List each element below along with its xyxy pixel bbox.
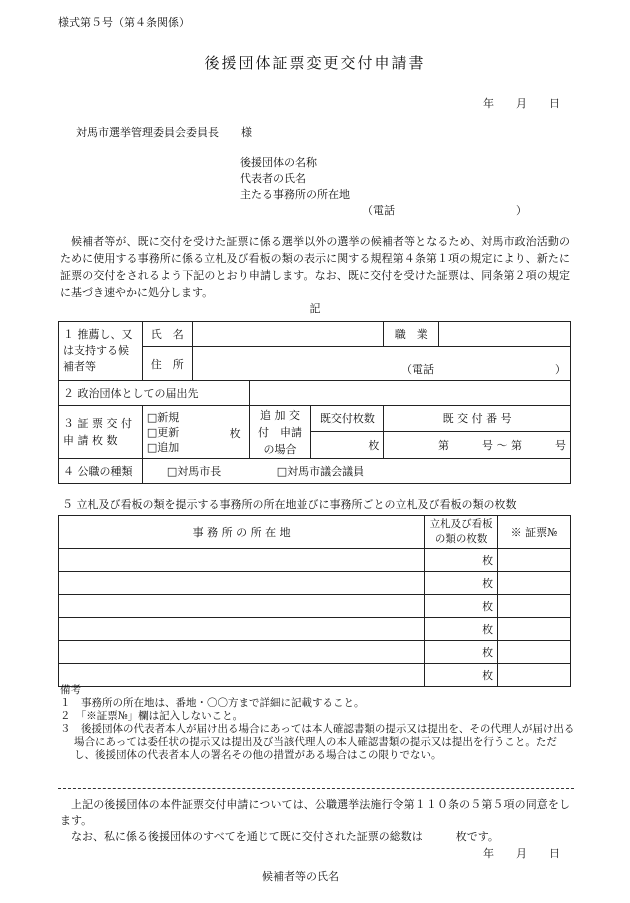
office-type-label: ４ 公職の種類: [59, 459, 143, 484]
page-title: 後援団体証票変更交付申請書: [204, 54, 426, 72]
office-address-cell[interactable]: [59, 572, 425, 595]
address-phone: （電話 ）: [401, 363, 566, 377]
col-sign-count: 立札及び看板の類の枚数: [425, 516, 498, 549]
candidate-section-label: １ 推薦し、又は支持する候補者等: [59, 322, 143, 381]
sign-count-cell[interactable]: 枚: [425, 618, 498, 641]
cert-number-cell: [498, 572, 571, 595]
col-office-address: 事 務 所 の 所 在 地: [59, 516, 425, 549]
table-row: [59, 572, 571, 595]
issue-type-cell: [142, 406, 249, 459]
address-field[interactable]: [192, 346, 570, 381]
notes-section: [60, 684, 575, 762]
note-item: ３ 後援団体の代表者本人が届け出る場合にあっては本人確認書類の提示又は提出を、その代理人が届け出る場合にあっては委任状の提示又は提出及び当該代理人の本人確認書類の提示又は提出を行うこと。ただし、後援団体の代表者本人の署名その他の措置がある場合はこの限りでない。: [60, 723, 575, 761]
table-row: [59, 595, 571, 618]
issued-number-field[interactable]: 第 号 ～ 第 号: [384, 431, 571, 459]
ki-mark: 記: [309, 302, 321, 315]
table-row: [59, 618, 571, 641]
option-assembly[interactable]: □対馬市議会議員: [276, 465, 365, 479]
additional-issue-label: 追 加 交 付 申請の場合: [249, 406, 311, 459]
application-table: [58, 321, 571, 484]
col-cert-number: ※ 証票№: [498, 516, 571, 549]
option-add[interactable]: □追加: [146, 440, 180, 454]
sign-count-cell[interactable]: 枚: [425, 595, 498, 618]
occupation-label: 職 業: [384, 322, 439, 347]
office-table: [58, 515, 571, 687]
political-group-label: ２ 政治団体としての届出先: [59, 381, 250, 406]
representative-label: 代表者の氏名: [240, 172, 306, 185]
cert-number-cell: [498, 549, 571, 572]
office-address-label: 主たる事務所の所在地: [240, 188, 350, 201]
office-address-cell[interactable]: [59, 595, 425, 618]
note-item: １ 事務所の所在地は、番地・〇〇方まで詳細に記載すること。: [60, 697, 365, 709]
name-label: 氏 名: [142, 322, 192, 347]
address-label: 住 所: [142, 346, 192, 381]
office-type-options: [142, 459, 570, 484]
issued-count-field[interactable]: 枚: [311, 431, 384, 459]
sign-count-cell[interactable]: 枚: [425, 572, 498, 595]
addressee: 対馬市選挙管理委員会委員長 様: [76, 126, 252, 139]
cert-number-cell: [498, 618, 571, 641]
sign-count-cell[interactable]: 枚: [425, 549, 498, 572]
consent-text: 上記の後援団体の本件証票交付申請については、公職選挙法施行令第１１０条の５第５項の同意をします。: [60, 798, 570, 827]
consent-date: 年 月 日: [483, 847, 560, 860]
sign-count-cell[interactable]: 枚: [425, 641, 498, 664]
political-group-field[interactable]: [249, 381, 570, 406]
office-address-cell[interactable]: [59, 549, 425, 572]
cert-number-cell: [498, 641, 571, 664]
option-renew[interactable]: □更新: [146, 425, 180, 439]
candidate-name-label: 候補者等の氏名: [262, 870, 339, 883]
consent-total: なお、私に係る後援団体のすべてを通じて既に交付された証票の総数は 枚です。: [71, 830, 499, 843]
option-new[interactable]: □新規: [146, 410, 180, 424]
cert-number-cell: [498, 595, 571, 618]
issued-number-label: 既 交 付 番 号: [384, 406, 571, 432]
section5-title: ５ 立札及び看板の類を提示する事務所の所在地並びに事務所ごとの立札及び看板の類の枚数: [62, 498, 517, 511]
sign-count-cell[interactable]: 枚: [425, 664, 498, 687]
issue-count-unit: 枚: [229, 427, 241, 441]
office-address-cell[interactable]: [59, 618, 425, 641]
option-mayor[interactable]: □対馬市長: [166, 465, 222, 479]
date-line: 年 月 日: [483, 97, 560, 110]
office-address-cell[interactable]: [59, 641, 425, 664]
applicant-phone: （電話 ）: [362, 204, 527, 217]
occupation-field[interactable]: [439, 322, 571, 347]
name-field[interactable]: [192, 322, 384, 347]
group-name-label: 後援団体の名称: [240, 156, 317, 169]
body-text: 候補者等が、既に交付を受けた証票に係る選挙以外の選挙の候補者等となるため、対馬市政治活動のために使用する事務所に係る立札及び看板の類の表示に関する規程第４条第１項の規定により、新たに証票の交付をされるよう下記のとおり申請します。なお、既に交付を受けた証票は、同条第２項の規定に基づき速やかに処分します。: [60, 235, 570, 299]
issued-count-label: 既交付枚数: [311, 406, 384, 432]
issue-count-label: ３ 証 票 交 付 申 請 枚 数: [59, 406, 143, 459]
note-item: ２ 「※証票№」欄は記入しないこと。: [60, 710, 244, 722]
table-row: [59, 549, 571, 572]
dashed-divider: [58, 788, 574, 789]
notes-heading: 備考: [60, 684, 81, 696]
form-number: 様式第５号（第４条関係）: [58, 16, 190, 29]
table-row: [59, 641, 571, 664]
